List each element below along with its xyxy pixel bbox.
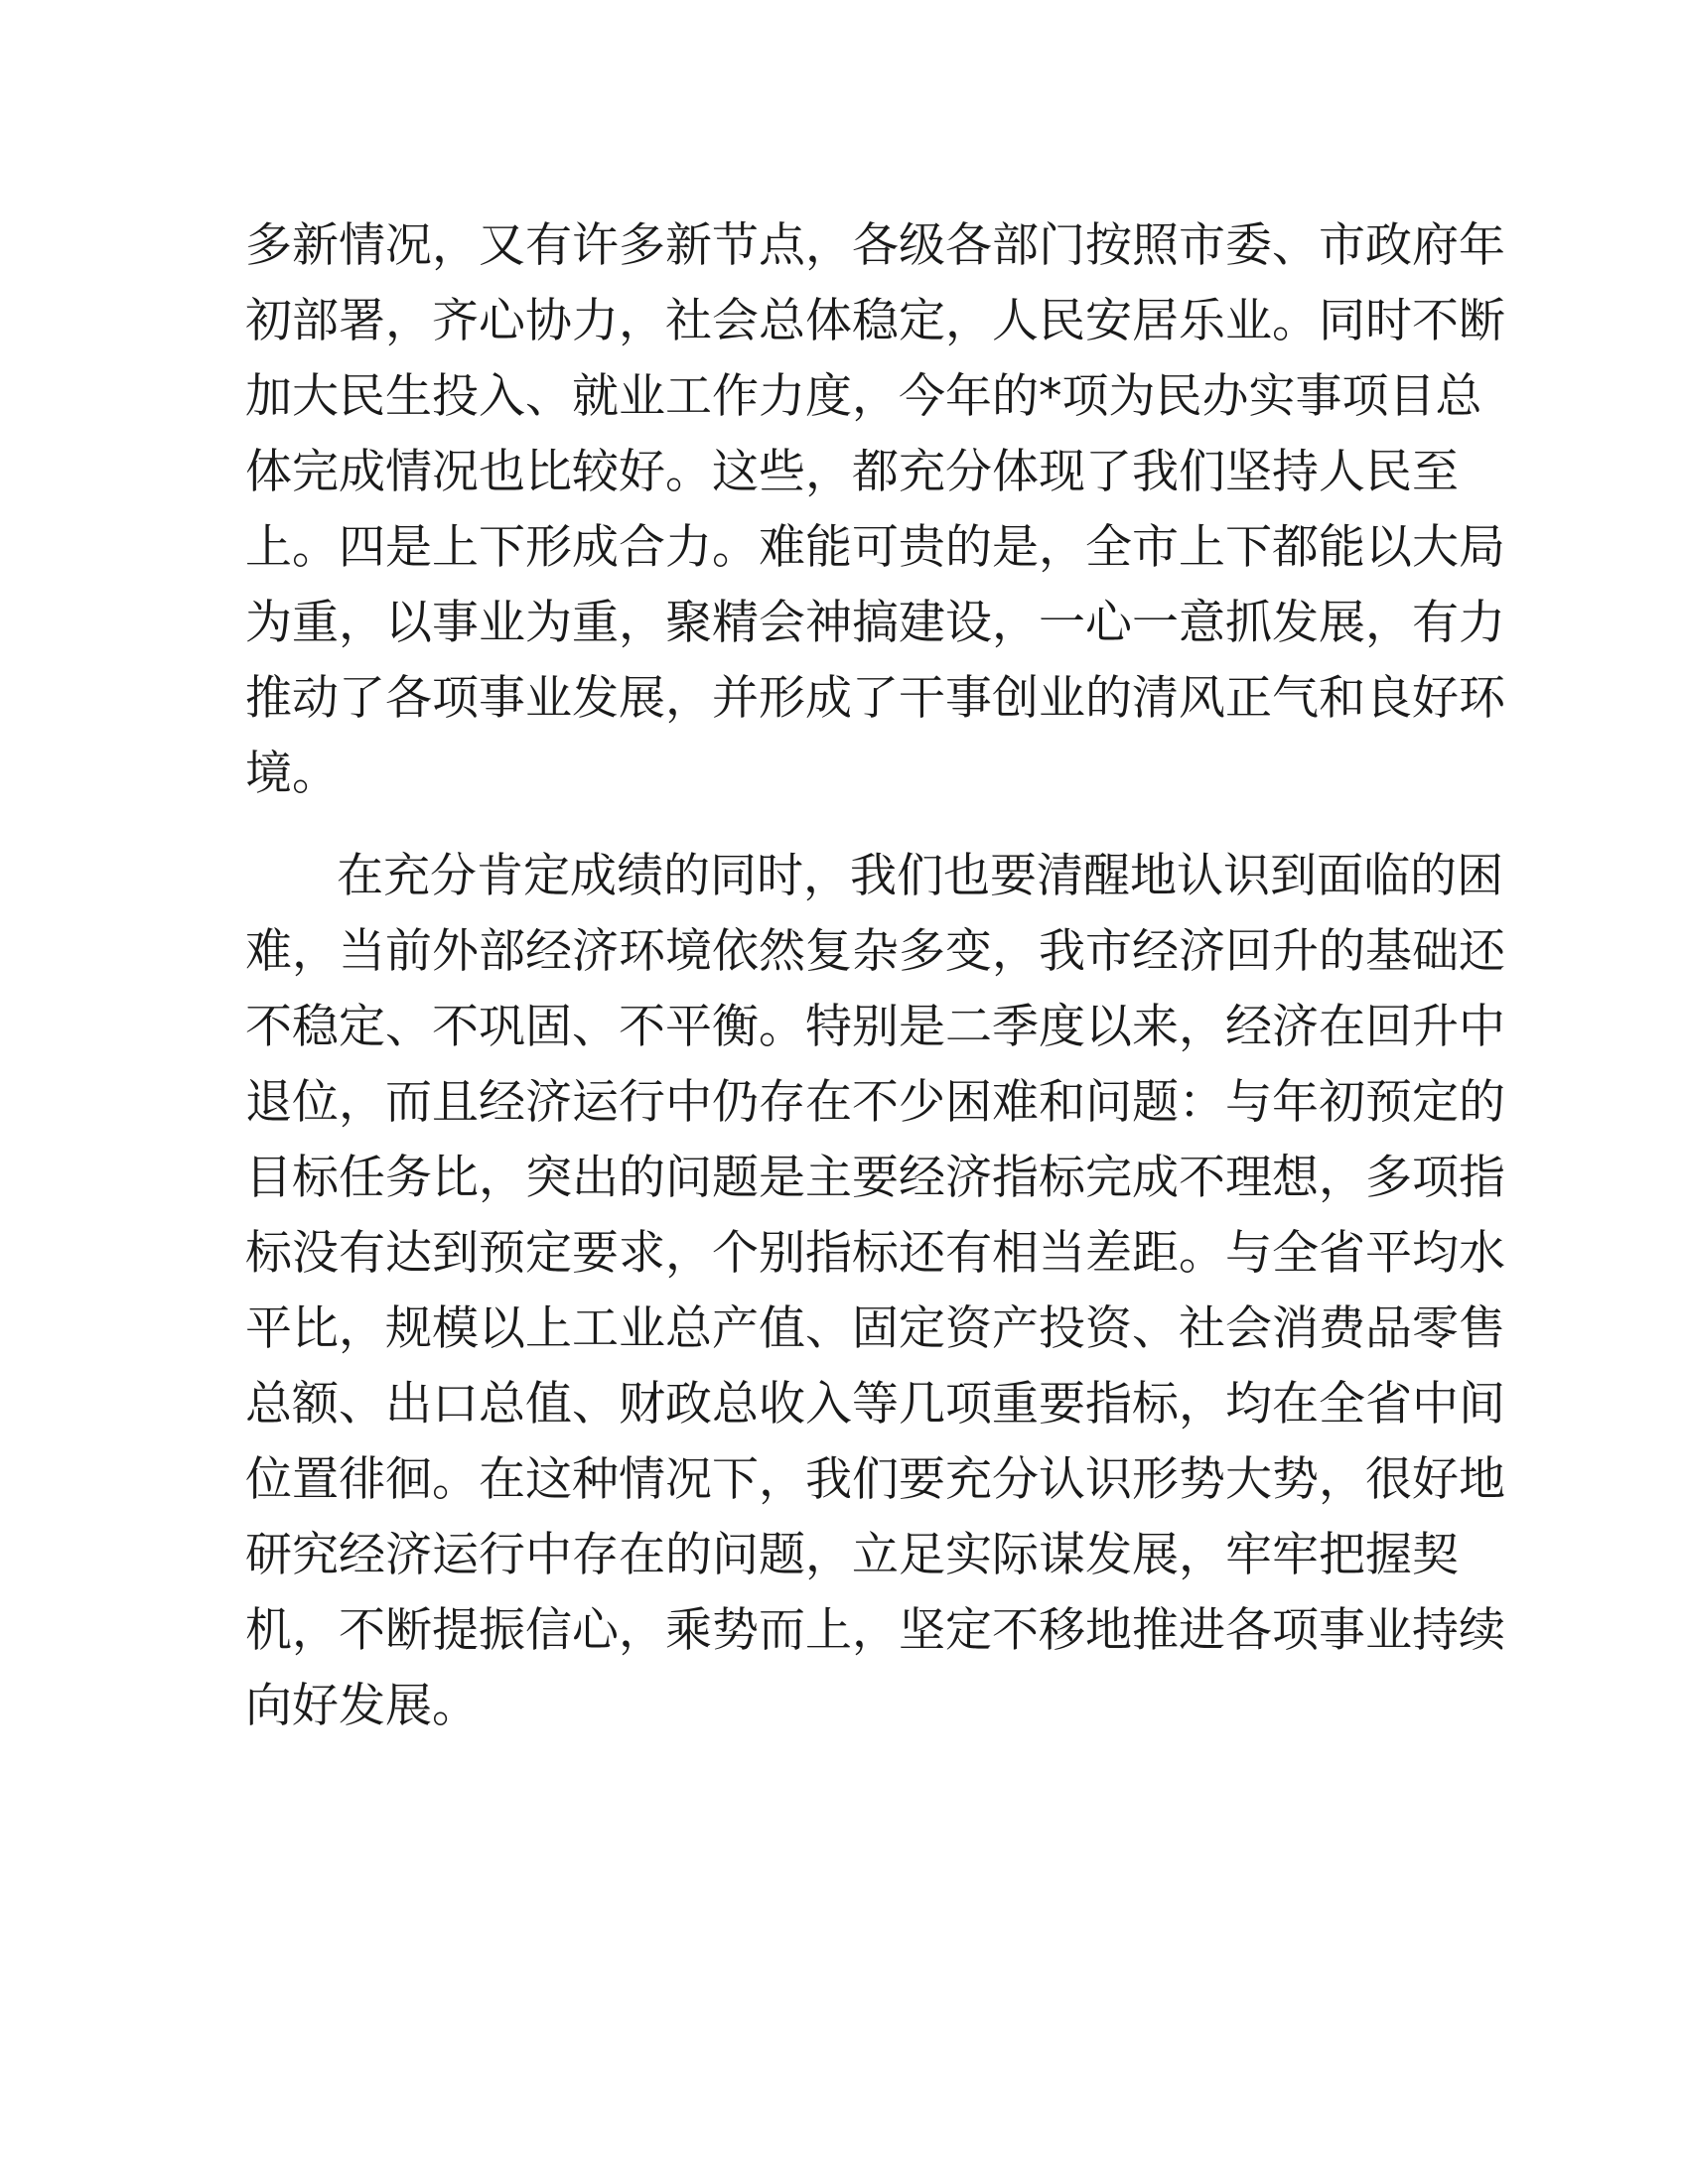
text-line: 不稳定、不巩固、不平衡。特别是二季度以来，经济在回升中 — [245, 1000, 1505, 1054]
text-line: 研究经济运行中存在的问题，立足实际谋发展，牢牢把握契 — [245, 1528, 1459, 1582]
text-line: 上。四是上下形成合力。难能可贵的是，全市上下都能以大局 — [245, 520, 1505, 575]
text-line: 退位，而且经济运行中仍存在不少困难和问题：与年初预定的 — [245, 1075, 1505, 1130]
text-line: 向好发展。 — [245, 1679, 479, 1733]
text-line: 难，当前外部经济环境依然复杂多变，我市经济回升的基础还 — [245, 924, 1505, 979]
paragraph-1 — [245, 208, 1505, 812]
text-line: 机，不断提振信心，乘势而上，坚定不移地推进各项事业持续 — [245, 1603, 1505, 1658]
text-line: 目标任务比，突出的问题是主要经济指标完成不理想，多项指 — [245, 1151, 1505, 1205]
text-line: 推动了各项事业发展，并形成了干事创业的清风正气和良好环 — [245, 671, 1505, 726]
text-line: 在充分肯定成绩的同时，我们也要清醒地认识到面临的困 — [337, 849, 1503, 903]
text-line: 标没有达到预定要求，个别指标还有相当差距。与全省平均水 — [245, 1226, 1505, 1281]
text-line: 位置徘徊。在这种情况下，我们要充分认识形势大势，很好地 — [245, 1452, 1505, 1507]
text-line: 总额、出口总值、财政总收入等几项重要指标，均在全省中间 — [245, 1377, 1505, 1432]
text-line: 多新情况，又有许多新节点，各级各部门按照市委、市政府年 — [245, 218, 1505, 273]
text-line: 平比，规模以上工业总产值、固定资产投资、社会消费品零售 — [245, 1301, 1505, 1356]
text-line: 加大民生投入、就业工作力度，今年的*项为民办实事项目总 — [245, 369, 1482, 424]
paragraph-2 — [245, 839, 1505, 1744]
text-line: 为重，以事业为重，聚精会神搞建设，一心一意抓发展，有力 — [245, 596, 1505, 650]
text-line: 体完成情况也比较好。这些，都充分体现了我们坚持人民至 — [245, 445, 1459, 499]
text-line: 初部署，齐心协力，社会总体稳定，人民安居乐业。同时不断 — [245, 294, 1505, 348]
text-line: 境。 — [245, 747, 339, 801]
